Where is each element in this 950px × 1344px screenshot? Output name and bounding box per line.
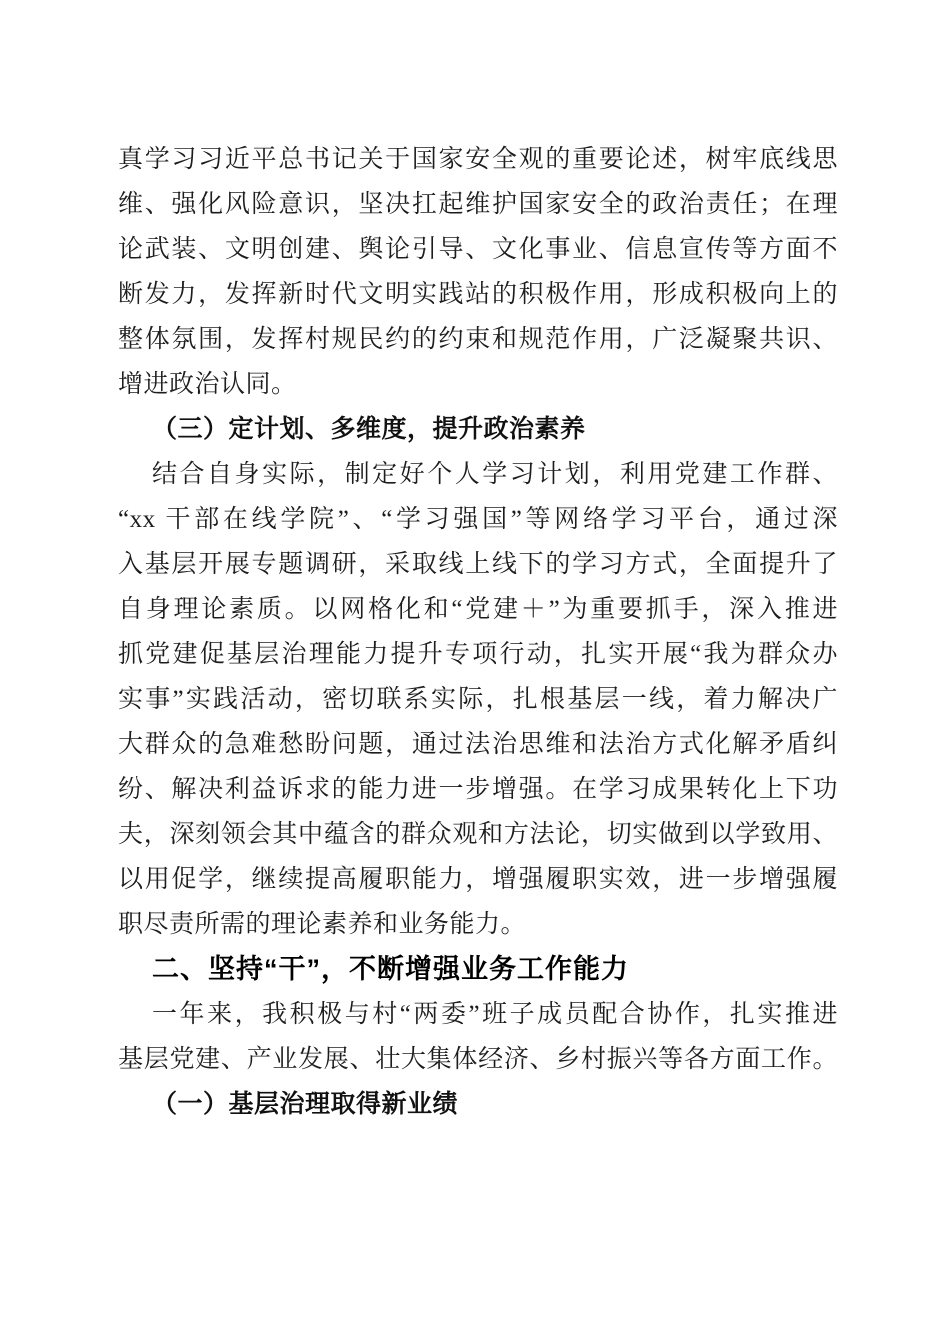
subsection-heading: （一）基层治理取得新业绩 <box>152 1091 459 1118</box>
paragraph-line: 自身理论素质。以网格化和“党建＋”为重要抓手，深入推进 <box>118 596 838 623</box>
paragraph-line: 整体氛围，发挥村规民约的约束和规范作用，广泛凝聚共识、 <box>118 326 838 353</box>
paragraph-line: 增进政治认同。 <box>118 371 297 398</box>
paragraph-line: 纷、解决利益诉求的能力进一步增强。在学习成果转化上下功 <box>118 776 838 803</box>
paragraph-line: 以用促学，继续提高履职能力，增强履职实效，进一步增强履 <box>118 866 838 893</box>
paragraph-line: 入基层开展专题调研，采取线上线下的学习方式，全面提升了 <box>118 551 838 578</box>
paragraph-line: 抓党建促基层治理能力提升专项行动，扎实开展“我为群众办 <box>118 641 838 668</box>
paragraph-line: “xx 干部在线学院”、“学习强国”等网络学习平台，通过深 <box>118 506 838 533</box>
paragraph-line: 大群众的急难愁盼问题，通过法治思维和法治方式化解矛盾纠 <box>118 731 838 758</box>
subsection-heading: （三）定计划、多维度，提升政治素养 <box>152 416 586 443</box>
paragraph-line: 一年来，我积极与村“两委”班子成员配合协作，扎实推进 <box>152 1001 838 1028</box>
section-heading: 二、坚持“干”，不断增强业务工作能力 <box>152 954 629 984</box>
paragraph-line: 真学习习近平总书记关于国家安全观的重要论述，树牢底线思 <box>118 146 838 173</box>
paragraph-line: 断发力，发挥新时代文明实践站的积极作用，形成积极向上的 <box>118 281 838 308</box>
paragraph-line: 论武装、文明创建、舆论引导、文化事业、信息宣传等方面不 <box>118 236 838 263</box>
paragraph-line: 职尽责所需的理论素养和业务能力。 <box>118 911 527 938</box>
paragraph-line: 基层党建、产业发展、壮大集体经济、乡村振兴等各方面工作。 <box>118 1046 838 1073</box>
paragraph-line: 实事”实践活动，密切联系实际，扎根基层一线，着力解决广 <box>118 686 838 713</box>
text-block <box>118 137 838 1127</box>
paragraph-line: 结合自身实际，制定好个人学习计划，利用党建工作群、 <box>152 461 838 488</box>
paragraph-line: 夫，深刻领会其中蕴含的群众观和方法论，切实做到以学致用、 <box>118 821 838 848</box>
paragraph-line: 维、强化风险意识，坚决扛起维护国家安全的政治责任；在理 <box>118 191 838 218</box>
